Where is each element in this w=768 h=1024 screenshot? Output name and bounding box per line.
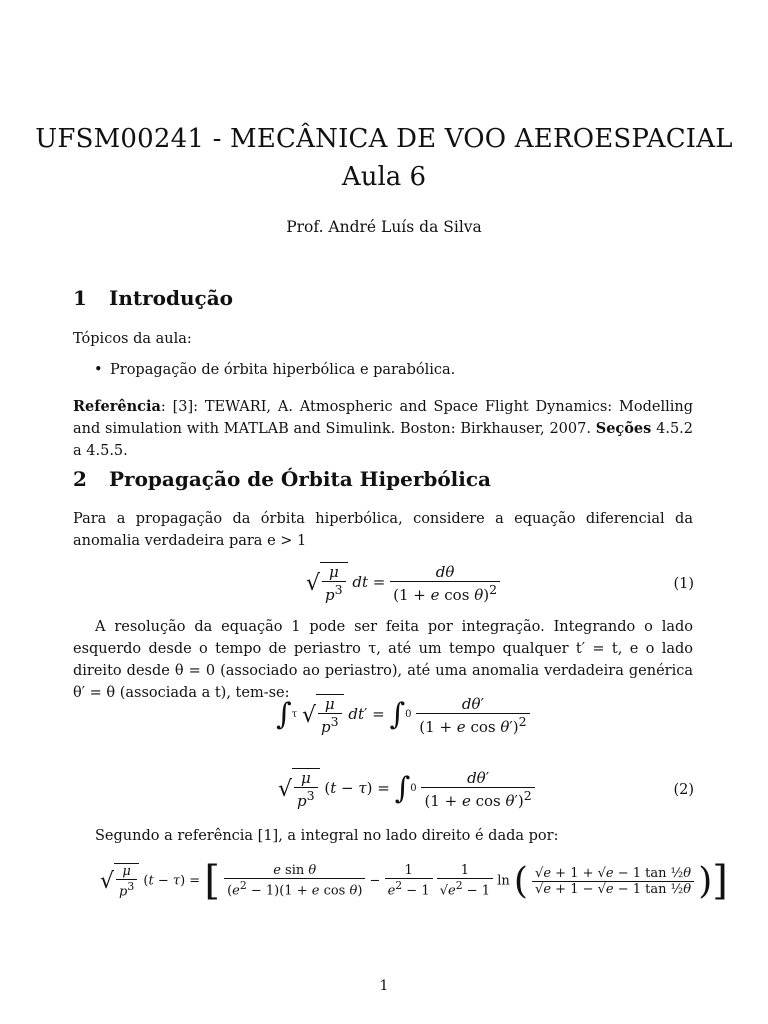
reference-text: : [3]: TEWARI, A. Atmospheric and Space Flight Dynamics: Modelling and simulation with MATLAB and Simulink. Boston: Birkhauser, 2007. — [73, 399, 693, 437]
section-1-number: 1 — [73, 286, 87, 310]
topic-text: Propagação de órbita hiperbólica e parabólica. — [110, 362, 456, 378]
section-2-paragraph-2: A resolução da equação 1 pode ser feita por integração. Integrando o lado esquerdo desde o tempo de periastro τ, até um tempo qualquer t′ = t, e o lado direito desde θ = 0 (associado ao periastro), até uma anomalia verdadeira genérica θ′ = θ (associada a t), tem-se: — [73, 619, 693, 701]
equation-2-number: (2) — [673, 782, 694, 798]
document-subtitle: Aula 6 — [341, 162, 427, 192]
author-line: Prof. André Luís da Silva — [286, 218, 482, 236]
topic-list-item — [94, 362, 455, 378]
solution-equation: √ $\frac{\mu}{p^3}$ (t − τ) = [ $\frac{\text{e sin θ}}{(e^2 - 1)(1 + e \cos \theta)}$ − $\frac{1}{e^2 - 1}$ $\frac{1}{√e^2 - 1}$ ln ( $\frac{\text{√e + 1 + √e − 1 tan ½θ}}{\text{√e + 1 − √e − 1 tan ½θ}}$ )] — [100, 858, 728, 904]
section-2-intro: Para a propagação da órbita hiperbólica, considere a equação diferencial da anomalia verdadeira para e > 1 — [73, 511, 693, 549]
section-2-title: Propagação de Órbita Hiperbólica — [109, 467, 492, 491]
section-2-number: 2 — [73, 467, 87, 491]
reference-paragraph — [73, 396, 693, 462]
section-2-paragraph-3: Segundo a referência [1], a integral no lado direito é dada por: — [95, 828, 559, 844]
equation-1-number: (1) — [673, 576, 694, 592]
page-number: 1 — [379, 978, 389, 994]
reference-sections-label: Seções — [595, 420, 652, 437]
bullet-icon: • — [94, 362, 103, 378]
integral-equation: ∫τ √ $\frac{\mu}{p^3}$ dt′ = ∫0 $\frac{d\theta'}{(1 + e \cos \theta')^2}$ — [276, 694, 530, 736]
reference-sections: 4.5.2 a 4.5.5. — [73, 421, 694, 459]
topics-label: Tópicos da aula: — [73, 331, 192, 347]
document-title: UFSM00241 - MECÂNICA DE VOO AEROESPACIAL — [35, 124, 733, 154]
section-1-title: Introdução — [109, 286, 234, 310]
equation-1: √ $\frac{\mu}{p^3}$ dt = $\frac{d\theta}{(1 + e \cos \theta)^2}$ — [306, 562, 500, 604]
reference-label: Referência — [73, 398, 161, 415]
equation-2: √ $\frac{\mu}{p^3}$ (t − τ) = ∫0 $\frac{d\theta'}{(1 + e \cos \theta')^2}$ — [278, 768, 535, 810]
section-2-heading — [73, 467, 491, 491]
section-1-heading — [73, 286, 233, 310]
